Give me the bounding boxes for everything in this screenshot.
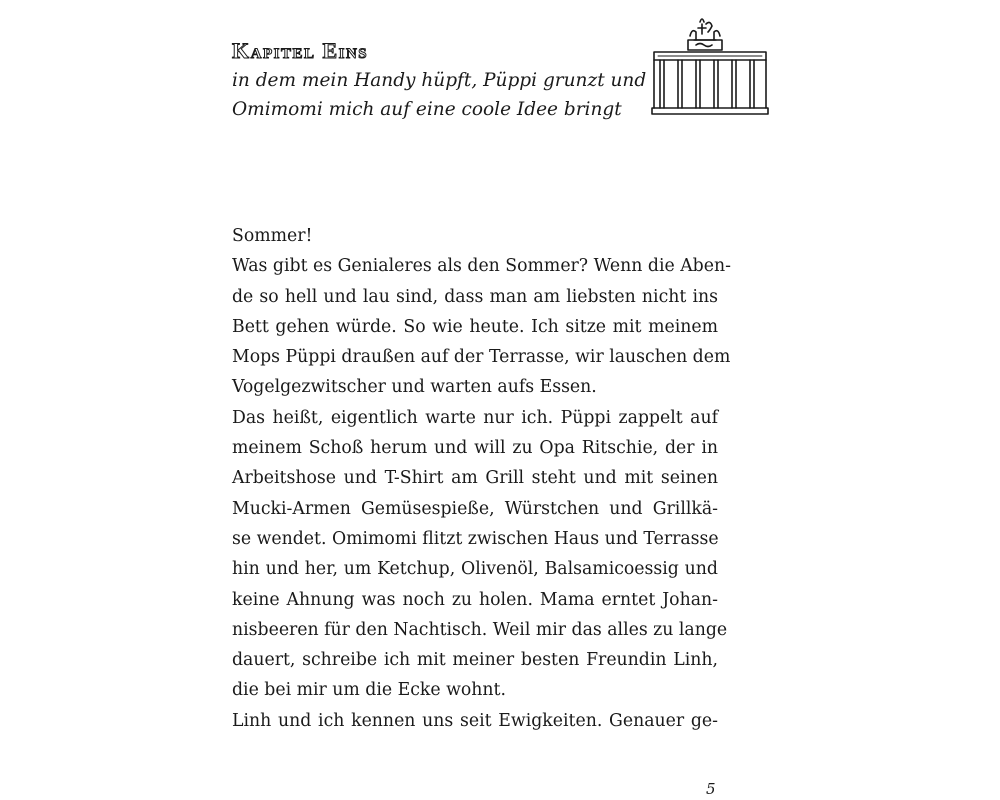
text-line: Arbeitshose und T-Shirt am Grill steht und mit seinen — [232, 468, 718, 489]
text-line: se wendet. Omimomi flitzt zwischen Haus und Terrasse — [232, 528, 719, 549]
text-line: meinem Schoß herum und will zu Opa Ritschie, der in — [232, 438, 718, 459]
text-line: Mucki-Armen Gemüsespieße, Würstchen und Grillkä- — [232, 498, 718, 519]
text-line: Was gibt es Genialeres als den Sommer? Wenn die Aben- — [232, 256, 731, 277]
text-line: Bett gehen würde. So wie heute. Ich sitze mit meinem — [232, 316, 718, 337]
chapter-subtitle-line: Omimomi mich auf eine coole Idee bringt — [232, 99, 622, 120]
chapter-subtitle-line: in dem mein Handy hüpft, Püppi grunzt und — [232, 70, 647, 91]
brandenburg-gate-icon — [650, 10, 770, 120]
text-line: de so hell und lau sind, dass man am liebsten nicht ins — [232, 286, 718, 307]
chapter-subtitle — [232, 66, 647, 124]
text-line: nisbeeren für den Nachtisch. Weil mir das alles zu lange — [232, 619, 728, 640]
text-line: Linh und ich kennen uns seit Ewigkeiten. Genauer ge- — [232, 710, 718, 731]
text-line: Sommer! — [232, 226, 313, 246]
text-line: Mops Püppi draußen auf der Terrasse, wir lauschen dem — [232, 347, 731, 368]
text-line: Vogelgezwitscher und warten aufs Essen. — [232, 377, 597, 398]
text-line: hin und her, um Ketchup, Olivenöl, Balsamicoessig und — [232, 559, 718, 580]
text-line: die bei mir um die Ecke wohnt. — [232, 680, 506, 701]
text-line: keine Ahnung was noch zu holen. Mama erntet Johan- — [232, 589, 718, 610]
text-line: Das heißt, eigentlich warte nur ich. Püppi zappelt auf — [232, 407, 718, 428]
chapter-title: Kapitel Eins — [232, 38, 369, 63]
page-number: 5 — [706, 780, 716, 798]
text-line: dauert, schreibe ich mit meiner besten Freundin Linh, — [232, 650, 718, 671]
body-text — [232, 221, 731, 736]
